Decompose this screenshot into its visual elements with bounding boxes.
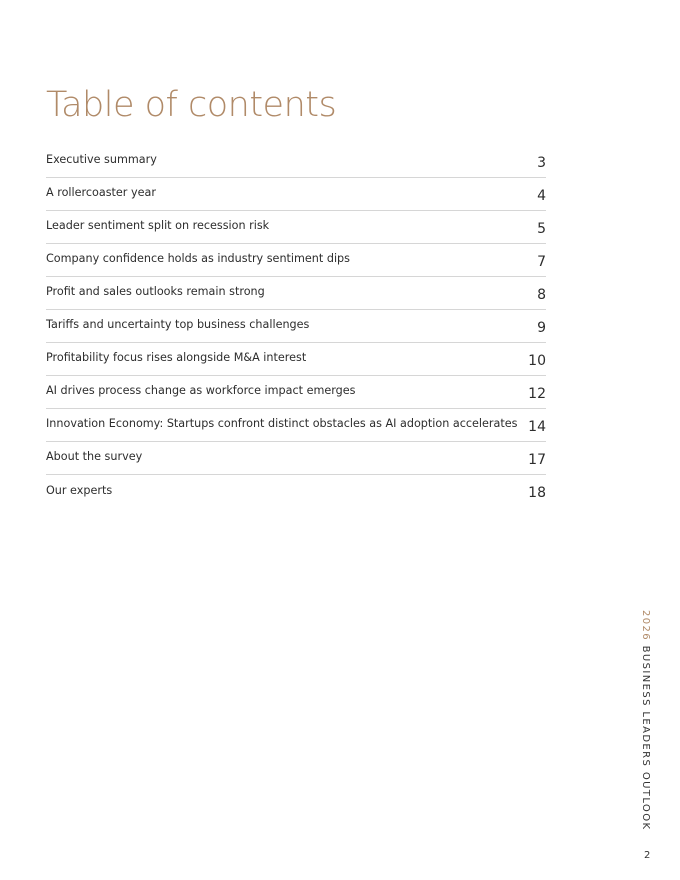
toc-entry-page: 10 [528,352,546,369]
toc-entry-ai-process-change[interactable] [46,376,546,409]
toc-entry-recession-risk[interactable] [46,211,546,244]
toc-entry-label: Company confidence holds as industry sentiment dips [46,252,350,265]
toc-entry-company-confidence[interactable] [46,244,546,277]
toc-entry-page: 12 [528,385,546,402]
toc-entry-page: 18 [528,485,546,501]
toc-entry-rollercoaster-year[interactable] [46,178,546,211]
toc-entry-label: Executive summary [46,153,157,166]
toc-entry-page: 4 [537,187,546,204]
toc-entry-label: Tariffs and uncertainty top business challenges [46,318,310,331]
page-title: Table of contents [46,85,337,125]
table-of-contents [46,145,546,508]
toc-entry-profitability-focus[interactable] [46,343,546,376]
toc-entry-executive-summary[interactable] [46,145,546,178]
toc-entry-page: 7 [537,253,546,270]
toc-entry-tariffs-uncertainty[interactable] [46,310,546,343]
toc-entry-page: 8 [537,286,546,303]
toc-entry-label: AI drives process change as workforce impact emerges [46,384,356,397]
toc-entry-profit-sales-outlooks[interactable] [46,277,546,310]
toc-entry-label: Our experts [46,483,113,497]
toc-entry-innovation-economy[interactable] [46,409,546,442]
report-year: 2026 [640,610,651,642]
toc-entry-page: 5 [537,220,546,237]
toc-entry-label: About the survey [46,450,143,463]
report-title-banner [640,610,651,830]
toc-entry-label: Leader sentiment split on recession risk [46,219,270,232]
toc-entry-page: 14 [528,418,546,435]
toc-entry-our-experts[interactable] [46,475,546,508]
toc-entry-about-the-survey[interactable] [46,442,546,475]
toc-entry-page: 17 [528,451,546,468]
page-number: 2 [644,850,651,861]
toc-entry-label: Profitability focus rises alongside M&A interest [46,351,307,364]
toc-entry-label: Profit and sales outlooks remain strong [46,285,265,298]
toc-entry-page: 9 [537,319,546,336]
toc-entry-page: 3 [537,154,546,171]
toc-entry-label: Innovation Economy: Startups confront distinct obstacles as AI adoption accelerates [46,417,518,430]
report-name: BUSINESS LEADERS OUTLOOK [640,641,651,831]
toc-entry-label: A rollercoaster year [46,186,156,199]
